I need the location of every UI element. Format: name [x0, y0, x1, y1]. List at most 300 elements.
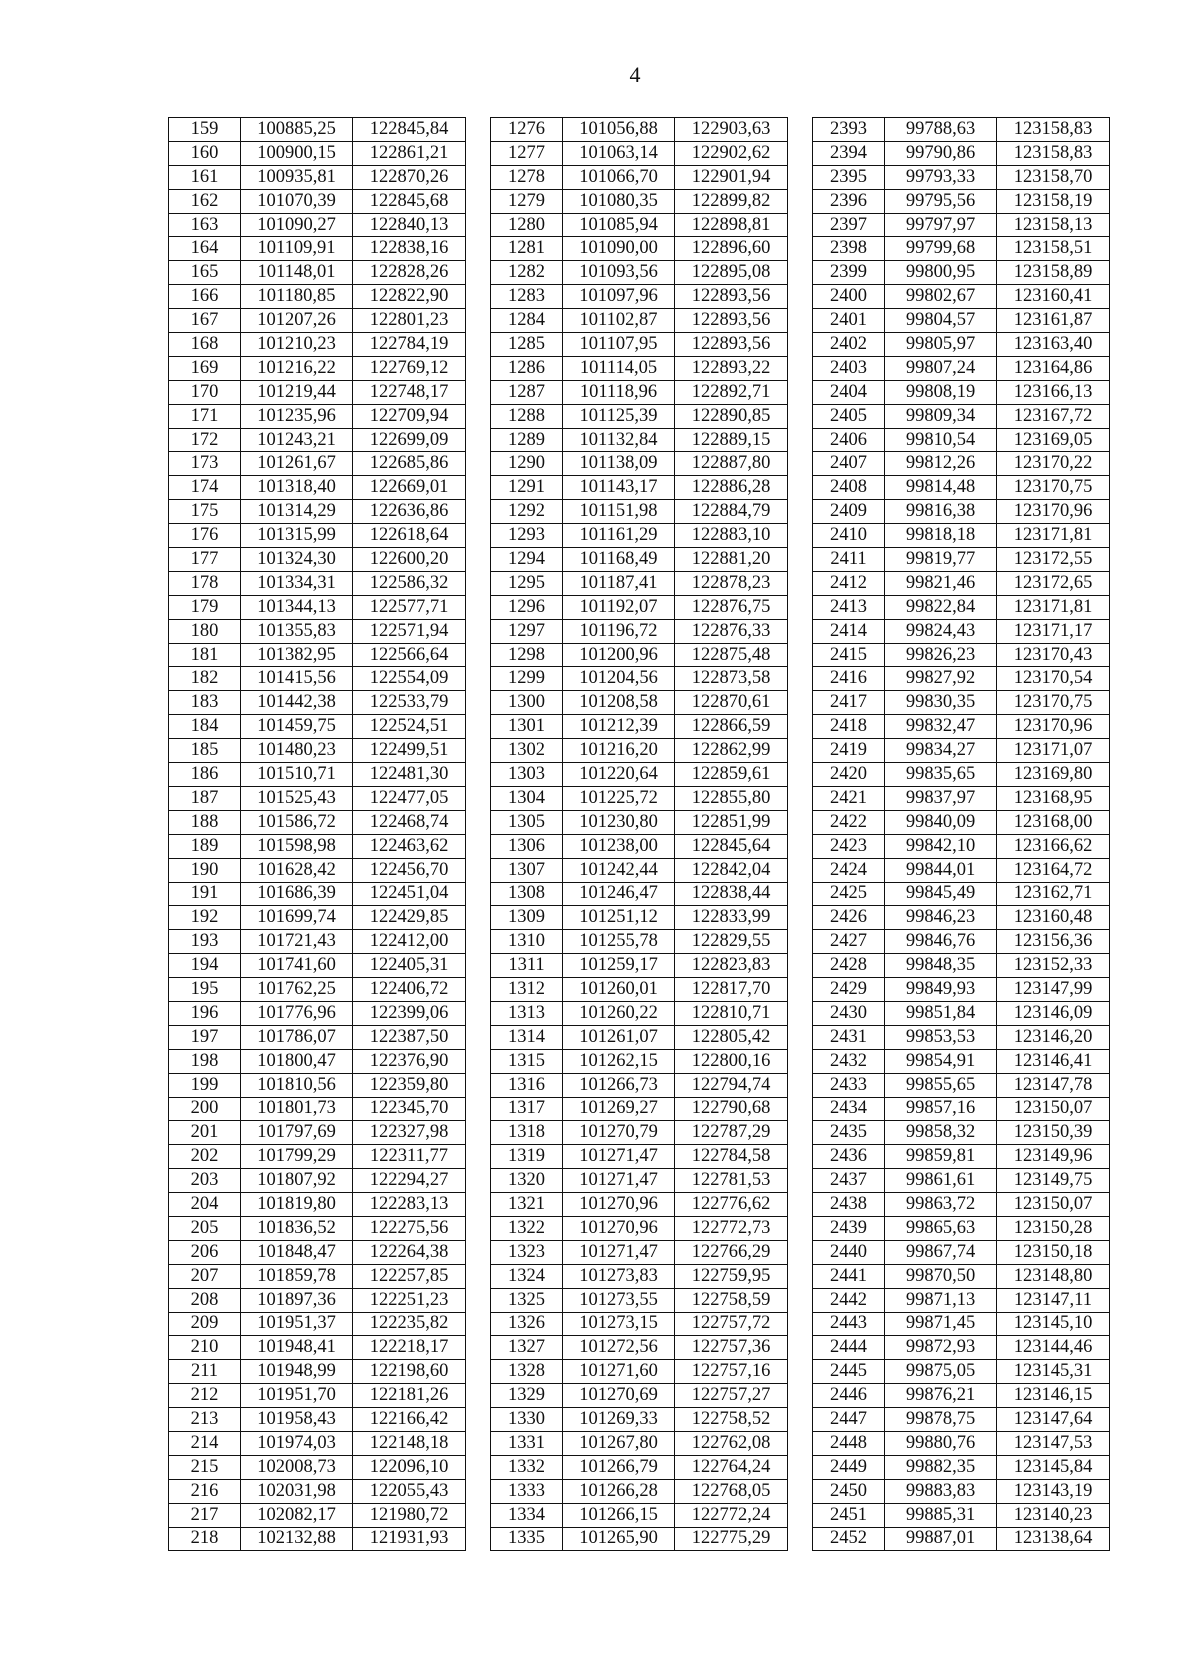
point-number-cell: 213	[169, 1408, 241, 1432]
point-number-cell: 1308	[491, 882, 563, 906]
y-coordinate-cell: 122387,50	[353, 1025, 466, 1049]
x-coordinate-cell: 101138,09	[563, 452, 675, 476]
x-coordinate-cell: 99804,57	[885, 309, 997, 333]
y-coordinate-cell: 122899,82	[675, 189, 788, 213]
y-coordinate-cell: 122768,05	[675, 1479, 788, 1503]
x-coordinate-cell: 99880,76	[885, 1431, 997, 1455]
y-coordinate-cell: 123147,11	[997, 1288, 1110, 1312]
point-number-cell: 2410	[813, 524, 885, 548]
column-group-separator	[466, 930, 491, 954]
x-coordinate-cell: 101266,73	[563, 1073, 675, 1097]
point-number-cell: 2427	[813, 930, 885, 954]
y-coordinate-cell: 123167,72	[997, 404, 1110, 428]
point-number-cell: 2421	[813, 786, 885, 810]
point-number-cell: 203	[169, 1169, 241, 1193]
point-number-cell: 204	[169, 1193, 241, 1217]
x-coordinate-cell: 101344,13	[241, 595, 353, 619]
point-number-cell: 2437	[813, 1169, 885, 1193]
x-coordinate-cell: 101741,60	[241, 954, 353, 978]
point-number-cell: 194	[169, 954, 241, 978]
y-coordinate-cell: 123147,53	[997, 1431, 1110, 1455]
x-coordinate-cell: 99800,95	[885, 261, 997, 285]
column-group-separator	[466, 1216, 491, 1240]
point-number-cell: 1291	[491, 476, 563, 500]
x-coordinate-cell: 99859,81	[885, 1145, 997, 1169]
point-number-cell: 1334	[491, 1503, 563, 1527]
column-group-separator	[788, 1431, 813, 1455]
column-group-separator	[466, 1025, 491, 1049]
point-number-cell: 1332	[491, 1455, 563, 1479]
x-coordinate-cell: 101271,47	[563, 1240, 675, 1264]
x-coordinate-cell: 99808,19	[885, 380, 997, 404]
y-coordinate-cell: 122862,99	[675, 739, 788, 763]
column-group-separator	[466, 189, 491, 213]
point-number-cell: 1279	[491, 189, 563, 213]
y-coordinate-cell: 123150,07	[997, 1193, 1110, 1217]
column-group-separator	[466, 1431, 491, 1455]
y-coordinate-cell: 123170,96	[997, 715, 1110, 739]
table-row	[169, 595, 1110, 619]
x-coordinate-cell: 99826,23	[885, 643, 997, 667]
point-number-cell: 1321	[491, 1193, 563, 1217]
column-group-separator	[788, 643, 813, 667]
y-coordinate-cell: 122772,24	[675, 1503, 788, 1527]
column-group-separator	[466, 1049, 491, 1073]
x-coordinate-cell: 101259,17	[563, 954, 675, 978]
column-group-separator	[788, 978, 813, 1002]
point-number-cell: 1290	[491, 452, 563, 476]
y-coordinate-cell: 122481,30	[353, 763, 466, 787]
x-coordinate-cell: 101090,27	[241, 213, 353, 237]
table-row	[169, 1049, 1110, 1073]
column-group-separator	[466, 667, 491, 691]
column-group-separator	[466, 786, 491, 810]
y-coordinate-cell: 122757,36	[675, 1336, 788, 1360]
column-group-separator	[788, 309, 813, 333]
y-coordinate-cell: 122851,99	[675, 810, 788, 834]
table-row	[169, 571, 1110, 595]
x-coordinate-cell: 101216,22	[241, 356, 353, 380]
point-number-cell: 1318	[491, 1121, 563, 1145]
column-group-separator	[788, 1001, 813, 1025]
column-group-separator	[466, 333, 491, 357]
y-coordinate-cell: 122892,71	[675, 380, 788, 404]
y-coordinate-cell: 123170,22	[997, 452, 1110, 476]
column-group-separator	[466, 1503, 491, 1527]
point-number-cell: 2396	[813, 189, 885, 213]
column-group-separator	[788, 1527, 813, 1551]
y-coordinate-cell: 122896,60	[675, 237, 788, 261]
x-coordinate-cell: 101243,21	[241, 428, 353, 452]
y-coordinate-cell: 122468,74	[353, 810, 466, 834]
point-number-cell: 2402	[813, 333, 885, 357]
x-coordinate-cell: 101238,00	[563, 834, 675, 858]
point-number-cell: 2411	[813, 548, 885, 572]
y-coordinate-cell: 122800,16	[675, 1049, 788, 1073]
y-coordinate-cell: 122218,17	[353, 1336, 466, 1360]
point-number-cell: 2405	[813, 404, 885, 428]
column-group-separator	[466, 691, 491, 715]
x-coordinate-cell: 99835,65	[885, 763, 997, 787]
y-coordinate-cell: 122766,29	[675, 1240, 788, 1264]
x-coordinate-cell: 101196,72	[563, 619, 675, 643]
table-row	[169, 285, 1110, 309]
point-number-cell: 2406	[813, 428, 885, 452]
y-coordinate-cell: 122764,24	[675, 1455, 788, 1479]
x-coordinate-cell: 101204,56	[563, 667, 675, 691]
column-group-separator	[788, 786, 813, 810]
table-row	[169, 237, 1110, 261]
y-coordinate-cell: 122893,56	[675, 333, 788, 357]
y-coordinate-cell: 122096,10	[353, 1455, 466, 1479]
y-coordinate-cell: 121931,93	[353, 1527, 466, 1551]
y-coordinate-cell: 122883,10	[675, 524, 788, 548]
x-coordinate-cell: 99863,72	[885, 1193, 997, 1217]
column-group-separator	[466, 309, 491, 333]
point-number-cell: 178	[169, 571, 241, 595]
column-group-separator	[788, 1288, 813, 1312]
column-group-separator	[788, 1312, 813, 1336]
column-group-separator	[466, 1097, 491, 1121]
table-row	[169, 1503, 1110, 1527]
point-number-cell: 2445	[813, 1360, 885, 1384]
point-number-cell: 2444	[813, 1336, 885, 1360]
column-group-separator	[788, 595, 813, 619]
table-row	[169, 643, 1110, 667]
y-coordinate-cell: 122833,99	[675, 906, 788, 930]
y-coordinate-cell: 122776,62	[675, 1193, 788, 1217]
point-number-cell: 199	[169, 1073, 241, 1097]
y-coordinate-cell: 122794,74	[675, 1073, 788, 1097]
point-number-cell: 191	[169, 882, 241, 906]
y-coordinate-cell: 122840,13	[353, 213, 466, 237]
column-group-separator	[788, 165, 813, 189]
x-coordinate-cell: 101118,96	[563, 380, 675, 404]
point-number-cell: 2441	[813, 1264, 885, 1288]
y-coordinate-cell: 123158,89	[997, 261, 1110, 285]
point-number-cell: 1311	[491, 954, 563, 978]
x-coordinate-cell: 101786,07	[241, 1025, 353, 1049]
point-number-cell: 2426	[813, 906, 885, 930]
y-coordinate-cell: 122251,23	[353, 1288, 466, 1312]
x-coordinate-cell: 101800,47	[241, 1049, 353, 1073]
x-coordinate-cell: 99851,84	[885, 1001, 997, 1025]
x-coordinate-cell: 101324,30	[241, 548, 353, 572]
x-coordinate-cell: 101699,74	[241, 906, 353, 930]
x-coordinate-cell: 101848,47	[241, 1240, 353, 1264]
column-group-separator	[788, 571, 813, 595]
y-coordinate-cell: 122855,80	[675, 786, 788, 810]
point-number-cell: 196	[169, 1001, 241, 1025]
x-coordinate-cell: 101216,20	[563, 739, 675, 763]
y-coordinate-cell: 122898,81	[675, 213, 788, 237]
column-group-separator	[466, 1336, 491, 1360]
x-coordinate-cell: 101200,96	[563, 643, 675, 667]
y-coordinate-cell: 122829,55	[675, 930, 788, 954]
point-number-cell: 1313	[491, 1001, 563, 1025]
x-coordinate-cell: 101628,42	[241, 858, 353, 882]
y-coordinate-cell: 122772,73	[675, 1216, 788, 1240]
column-group-separator	[466, 858, 491, 882]
table-row	[169, 1193, 1110, 1217]
point-number-cell: 2446	[813, 1384, 885, 1408]
y-coordinate-cell: 123145,84	[997, 1455, 1110, 1479]
y-coordinate-cell: 123143,19	[997, 1479, 1110, 1503]
x-coordinate-cell: 101269,33	[563, 1408, 675, 1432]
x-coordinate-cell: 99875,05	[885, 1360, 997, 1384]
y-coordinate-cell: 122533,79	[353, 691, 466, 715]
point-number-cell: 1293	[491, 524, 563, 548]
x-coordinate-cell: 101242,44	[563, 858, 675, 882]
column-group-separator	[466, 906, 491, 930]
column-group-separator	[788, 1455, 813, 1479]
x-coordinate-cell: 99846,23	[885, 906, 997, 930]
y-coordinate-cell: 122311,77	[353, 1145, 466, 1169]
y-coordinate-cell: 122893,56	[675, 285, 788, 309]
column-group-separator	[788, 524, 813, 548]
column-group-separator	[466, 1312, 491, 1336]
x-coordinate-cell: 101207,26	[241, 309, 353, 333]
x-coordinate-cell: 99842,10	[885, 834, 997, 858]
x-coordinate-cell: 101235,96	[241, 404, 353, 428]
y-coordinate-cell: 122887,80	[675, 452, 788, 476]
y-coordinate-cell: 122524,51	[353, 715, 466, 739]
column-group-separator	[788, 356, 813, 380]
column-group-separator	[466, 476, 491, 500]
point-number-cell: 176	[169, 524, 241, 548]
y-coordinate-cell: 123145,31	[997, 1360, 1110, 1384]
y-coordinate-cell: 122884,79	[675, 500, 788, 524]
table-row	[169, 213, 1110, 237]
table-row	[169, 356, 1110, 380]
point-number-cell: 184	[169, 715, 241, 739]
point-number-cell: 2431	[813, 1025, 885, 1049]
x-coordinate-cell: 101085,94	[563, 213, 675, 237]
x-coordinate-cell: 101093,56	[563, 261, 675, 285]
point-number-cell: 1304	[491, 786, 563, 810]
x-coordinate-cell: 99834,27	[885, 739, 997, 763]
point-number-cell: 181	[169, 643, 241, 667]
x-coordinate-cell: 99846,76	[885, 930, 997, 954]
x-coordinate-cell: 99816,38	[885, 500, 997, 524]
table-row	[169, 1001, 1110, 1025]
x-coordinate-cell: 101210,23	[241, 333, 353, 357]
x-coordinate-cell: 99832,47	[885, 715, 997, 739]
y-coordinate-cell: 122876,75	[675, 595, 788, 619]
column-group-separator	[466, 1479, 491, 1503]
point-number-cell: 169	[169, 356, 241, 380]
column-group-separator	[466, 1193, 491, 1217]
x-coordinate-cell: 100885,25	[241, 118, 353, 142]
column-group-separator	[788, 1479, 813, 1503]
y-coordinate-cell: 122264,38	[353, 1240, 466, 1264]
x-coordinate-cell: 101948,99	[241, 1360, 353, 1384]
column-group-separator	[466, 356, 491, 380]
x-coordinate-cell: 101334,31	[241, 571, 353, 595]
x-coordinate-cell: 99799,68	[885, 237, 997, 261]
y-coordinate-cell: 123146,15	[997, 1384, 1110, 1408]
column-group-separator	[788, 261, 813, 285]
column-group-separator	[466, 285, 491, 309]
point-number-cell: 2428	[813, 954, 885, 978]
table-row	[169, 1360, 1110, 1384]
x-coordinate-cell: 99819,77	[885, 548, 997, 572]
x-coordinate-cell: 101192,07	[563, 595, 675, 619]
y-coordinate-cell: 123172,55	[997, 548, 1110, 572]
y-coordinate-cell: 123144,46	[997, 1336, 1110, 1360]
table-row	[169, 165, 1110, 189]
table-row	[169, 1479, 1110, 1503]
point-number-cell: 1277	[491, 141, 563, 165]
y-coordinate-cell: 123158,51	[997, 237, 1110, 261]
y-coordinate-cell: 122866,59	[675, 715, 788, 739]
column-group-separator	[466, 548, 491, 572]
x-coordinate-cell: 99844,01	[885, 858, 997, 882]
x-coordinate-cell: 101271,47	[563, 1169, 675, 1193]
y-coordinate-cell: 122838,44	[675, 882, 788, 906]
x-coordinate-cell: 101261,07	[563, 1025, 675, 1049]
column-group-separator	[788, 1360, 813, 1384]
column-group-separator	[466, 452, 491, 476]
point-number-cell: 1329	[491, 1384, 563, 1408]
y-coordinate-cell: 122876,33	[675, 619, 788, 643]
point-number-cell: 215	[169, 1455, 241, 1479]
x-coordinate-cell: 101219,44	[241, 380, 353, 404]
point-number-cell: 2425	[813, 882, 885, 906]
point-number-cell: 2448	[813, 1431, 885, 1455]
y-coordinate-cell: 122875,48	[675, 643, 788, 667]
y-coordinate-cell: 123171,81	[997, 595, 1110, 619]
y-coordinate-cell: 122181,26	[353, 1384, 466, 1408]
point-number-cell: 179	[169, 595, 241, 619]
point-number-cell: 2449	[813, 1455, 885, 1479]
point-number-cell: 2434	[813, 1097, 885, 1121]
y-coordinate-cell: 123170,75	[997, 691, 1110, 715]
x-coordinate-cell: 101721,43	[241, 930, 353, 954]
y-coordinate-cell: 122566,64	[353, 643, 466, 667]
point-number-cell: 1292	[491, 500, 563, 524]
column-group-separator	[466, 1360, 491, 1384]
point-number-cell: 2394	[813, 141, 885, 165]
column-group-separator	[466, 404, 491, 428]
column-group-separator	[788, 500, 813, 524]
x-coordinate-cell: 101208,58	[563, 691, 675, 715]
column-group-separator	[788, 1408, 813, 1432]
point-number-cell: 2415	[813, 643, 885, 667]
column-group-separator	[466, 1408, 491, 1432]
x-coordinate-cell: 99807,24	[885, 356, 997, 380]
x-coordinate-cell: 99885,31	[885, 1503, 997, 1527]
column-group-separator	[788, 1097, 813, 1121]
point-number-cell: 1305	[491, 810, 563, 834]
y-coordinate-cell: 123169,05	[997, 428, 1110, 452]
y-coordinate-cell: 122376,90	[353, 1049, 466, 1073]
point-number-cell: 1283	[491, 285, 563, 309]
x-coordinate-cell: 99872,93	[885, 1336, 997, 1360]
point-number-cell: 188	[169, 810, 241, 834]
y-coordinate-cell: 123170,43	[997, 643, 1110, 667]
column-group-separator	[466, 1240, 491, 1264]
point-number-cell: 1327	[491, 1336, 563, 1360]
point-number-cell: 2393	[813, 118, 885, 142]
x-coordinate-cell: 99858,32	[885, 1121, 997, 1145]
x-coordinate-cell: 102008,73	[241, 1455, 353, 1479]
x-coordinate-cell: 101132,84	[563, 428, 675, 452]
point-number-cell: 205	[169, 1216, 241, 1240]
point-number-cell: 209	[169, 1312, 241, 1336]
column-group-separator	[466, 763, 491, 787]
y-coordinate-cell: 123168,00	[997, 810, 1110, 834]
table-row	[169, 1527, 1110, 1551]
y-coordinate-cell: 123171,17	[997, 619, 1110, 643]
point-number-cell: 195	[169, 978, 241, 1002]
point-number-cell: 1319	[491, 1145, 563, 1169]
x-coordinate-cell: 101459,75	[241, 715, 353, 739]
table-row	[169, 1408, 1110, 1432]
y-coordinate-cell: 122405,31	[353, 954, 466, 978]
table-row	[169, 1312, 1110, 1336]
x-coordinate-cell: 101819,80	[241, 1193, 353, 1217]
y-coordinate-cell: 123172,65	[997, 571, 1110, 595]
point-number-cell: 1335	[491, 1527, 563, 1551]
x-coordinate-cell: 99887,01	[885, 1527, 997, 1551]
x-coordinate-cell: 101102,87	[563, 309, 675, 333]
x-coordinate-cell: 101315,99	[241, 524, 353, 548]
y-coordinate-cell: 122878,23	[675, 571, 788, 595]
column-group-separator	[466, 834, 491, 858]
x-coordinate-cell: 99871,45	[885, 1312, 997, 1336]
column-group-separator	[788, 428, 813, 452]
column-group-separator	[466, 810, 491, 834]
point-number-cell: 160	[169, 141, 241, 165]
y-coordinate-cell: 122861,21	[353, 141, 466, 165]
column-group-separator	[466, 428, 491, 452]
x-coordinate-cell: 101161,29	[563, 524, 675, 548]
y-coordinate-cell: 122275,56	[353, 1216, 466, 1240]
point-number-cell: 165	[169, 261, 241, 285]
point-number-cell: 1324	[491, 1264, 563, 1288]
x-coordinate-cell: 101586,72	[241, 810, 353, 834]
point-number-cell: 1286	[491, 356, 563, 380]
table-row	[169, 1073, 1110, 1097]
y-coordinate-cell: 122429,85	[353, 906, 466, 930]
x-coordinate-cell: 99854,91	[885, 1049, 997, 1073]
y-coordinate-cell: 122893,22	[675, 356, 788, 380]
y-coordinate-cell: 122781,53	[675, 1169, 788, 1193]
point-number-cell: 1322	[491, 1216, 563, 1240]
y-coordinate-cell: 122784,58	[675, 1145, 788, 1169]
x-coordinate-cell: 102132,88	[241, 1527, 353, 1551]
column-group-separator	[788, 1193, 813, 1217]
y-coordinate-cell: 122889,15	[675, 428, 788, 452]
x-coordinate-cell: 101148,01	[241, 261, 353, 285]
point-number-cell: 1315	[491, 1049, 563, 1073]
x-coordinate-cell: 99805,97	[885, 333, 997, 357]
x-coordinate-cell: 101266,28	[563, 1479, 675, 1503]
y-coordinate-cell: 123149,75	[997, 1169, 1110, 1193]
x-coordinate-cell: 101269,27	[563, 1097, 675, 1121]
x-coordinate-cell: 99848,35	[885, 954, 997, 978]
y-coordinate-cell: 122801,23	[353, 309, 466, 333]
y-coordinate-cell: 122817,70	[675, 978, 788, 1002]
column-group-separator	[466, 141, 491, 165]
y-coordinate-cell: 122886,28	[675, 476, 788, 500]
column-group-separator	[788, 1049, 813, 1073]
y-coordinate-cell: 123150,07	[997, 1097, 1110, 1121]
column-group-separator	[788, 548, 813, 572]
point-number-cell: 1289	[491, 428, 563, 452]
point-number-cell: 2401	[813, 309, 885, 333]
